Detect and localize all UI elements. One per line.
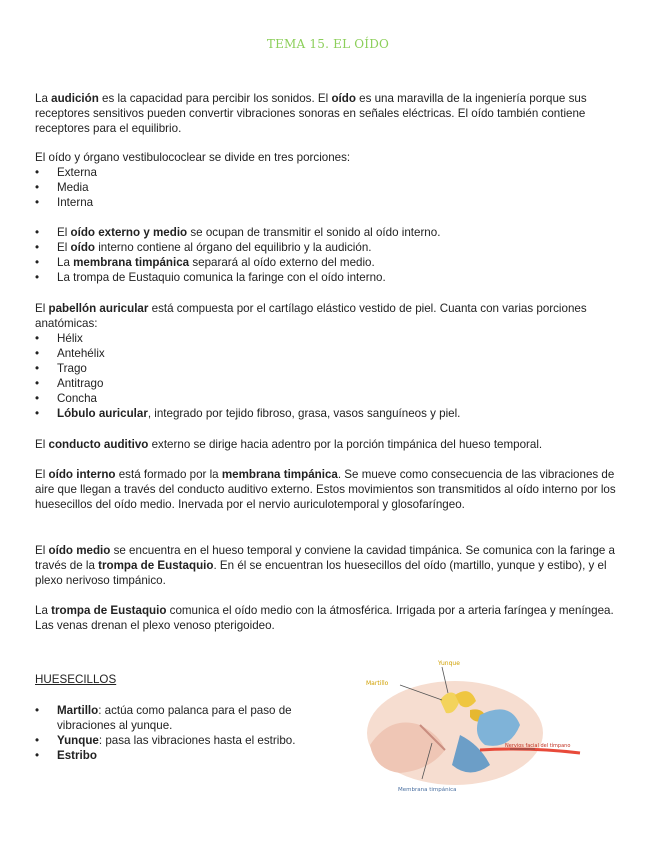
ear-anatomy-figure [360, 655, 592, 795]
pabellon-list [35, 331, 625, 421]
pabellon-paragraph: El pabellón auricular está compuesta por el cartílago elástico vestido de piel. Cuanta con varias porciones anatómicas: [35, 302, 587, 330]
ear-illustration [360, 655, 592, 795]
list-item: • Antehélix [35, 346, 625, 361]
list-item: • Martillo: actúa como palanca para el paso de vibraciones al yunque. [35, 703, 330, 733]
portions-list [35, 165, 625, 210]
list-item: • Trago [35, 361, 625, 376]
divide-text: El oído y órgano vestibulococlear se divide en tres porciones: [35, 151, 351, 164]
label-nervio: Nervios facial del tímpano [505, 743, 571, 749]
huesecillos-heading: HUESECILLOS [35, 673, 117, 686]
list-item: • Hélix [35, 331, 625, 346]
list-item: • La membrana timpánica separará al oído externo del medio. [35, 255, 625, 270]
label-yunque: Yunque [438, 660, 460, 667]
medio-paragraph: El oído medio se encuentra en el hueso temporal y conviene la cavidad timpánica. Se comunica con la faringe a través de la trompa de Eustaquio. En él se encuentran los huesecillos del oído (martillo, yunque y estibo), y el plexo nerivoso timpánico. [35, 544, 616, 587]
list-item: • Estribo [35, 748, 330, 763]
label-martillo: Martillo [366, 680, 389, 687]
list-item: • Interna [35, 195, 625, 210]
intro-paragraph: La audición es la capacidad para percibir los sonidos. El oído es una maravilla de la ingeniería porque sus receptores sensitivos pueden convertir vibraciones sonoras en señales eléctricas. El oído también contiene receptores para el equilibrio. [35, 92, 587, 135]
trompa-paragraph: La trompa de Eustaquio comunica el oído medio con la átmosférica. Irrigada por a arteria faríngea y meníngea. Las venas drenan el plexo venoso pterigoideo. [35, 604, 614, 632]
list-item: • Antitrago [35, 376, 625, 391]
list-item: • La trompa de Eustaquio comunica la faringe con el oído interno. [35, 270, 625, 285]
list-item: • El oído externo y medio se ocupan de transmitir el sonido al oído interno. [35, 225, 625, 240]
functions-list [35, 225, 625, 285]
list-item: • Concha [35, 391, 625, 406]
list-item: • Media [35, 180, 625, 195]
list-item: • Yunque: pasa las vibraciones hasta el estribo. [35, 733, 330, 748]
conducto-paragraph: El conducto auditivo externo se dirige hacia adentro por la porción timpánica del hueso temporal. [35, 438, 543, 451]
list-item: • Externa [35, 165, 625, 180]
interno-paragraph: El oído interno está formado por la membrana timpánica. Se mueve como consecuencia de las vibraciones de aire que llegan a través del conducto auditivo externo. Estos movimientos son transmitidos al oído interno por los huesecillos del oído medio. Inervada por el nervio auriculotemporal y glosofaríngeo. [35, 468, 616, 511]
huesecillos-list [35, 703, 330, 763]
list-item: • Lóbulo auricular, integrado por tejido fibroso, grasa, vasos sanguíneos y piel. [35, 406, 625, 421]
label-membrana: Membrana timpánica [398, 787, 457, 793]
list-item: • El oído interno contiene al órgano del equilibrio y la audición. [35, 240, 625, 255]
page-title: TEMA 15. EL OÍDO [266, 37, 390, 51]
